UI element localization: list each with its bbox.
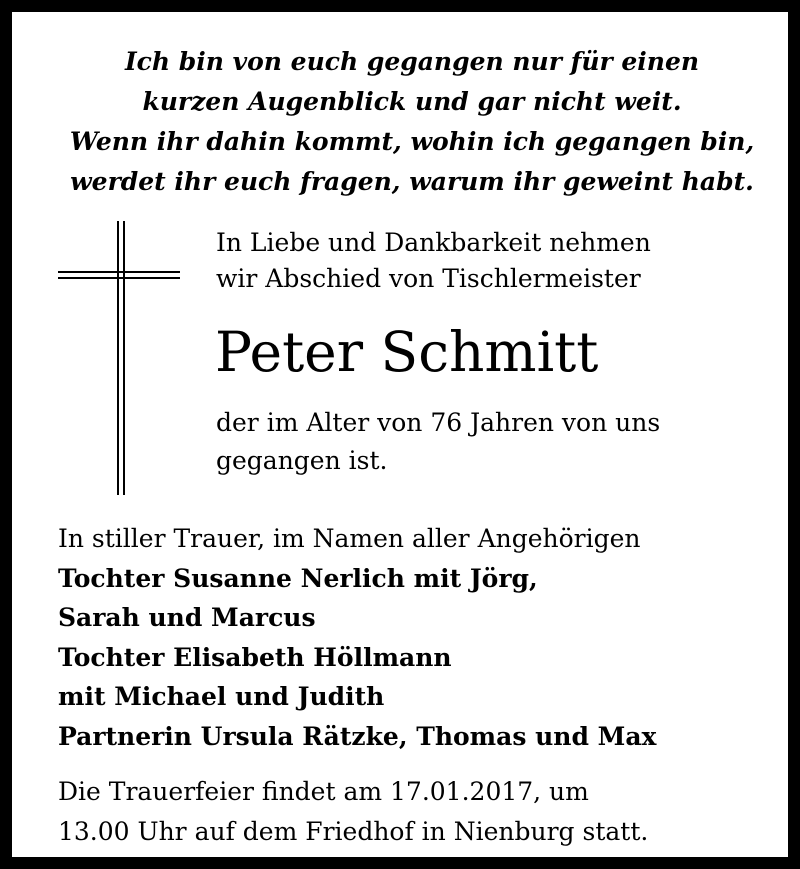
- intro-text: [216, 225, 651, 297]
- mourner-line: Sarah und Marcus: [58, 603, 316, 632]
- age-line: gegangen ist.: [216, 446, 388, 475]
- poem-line: Ich bin von euch gegangen nur für einen: [124, 47, 700, 76]
- mourner-line: Tochter Susanne Nerlich mit Jörg,: [58, 563, 538, 593]
- intro-line: In Liebe und Dankbarkeit nehmen: [216, 228, 651, 257]
- intro-line: wir Abschied von Tischlermeister: [216, 264, 641, 293]
- funeral-line: 13.00 Uhr auf dem Friedhof in Nienburg statt.: [58, 817, 649, 846]
- poem-line: kurzen Augenblick und gar nicht weit.: [142, 87, 682, 116]
- mourner-line: Tochter Elisabeth Höllmann: [58, 642, 452, 672]
- funeral-notice: [58, 772, 648, 852]
- deceased-name: Peter Schmitt: [215, 320, 599, 384]
- poem-line: Wenn ihr dahin kommt, wohin ich gegangen bin,: [69, 127, 755, 156]
- poem: [42, 42, 782, 202]
- mourners-intro: In stiller Trauer, im Namen aller Angehörigen: [58, 524, 641, 553]
- mourner-line: mit Michael und Judith: [58, 682, 385, 711]
- mourners-block: [58, 519, 656, 756]
- funeral-line: Die Trauerfeier findet am 17.01.2017, um: [58, 777, 589, 806]
- cross-icon: [58, 221, 180, 495]
- age-line: der im Alter von 76 Jahren von uns: [216, 408, 661, 437]
- age-text: [216, 404, 660, 480]
- mourner-line: Partnerin Ursula Rätzke, Thomas und Max: [58, 721, 657, 751]
- poem-line: werdet ihr euch fragen, warum ihr geweint habt.: [70, 167, 754, 196]
